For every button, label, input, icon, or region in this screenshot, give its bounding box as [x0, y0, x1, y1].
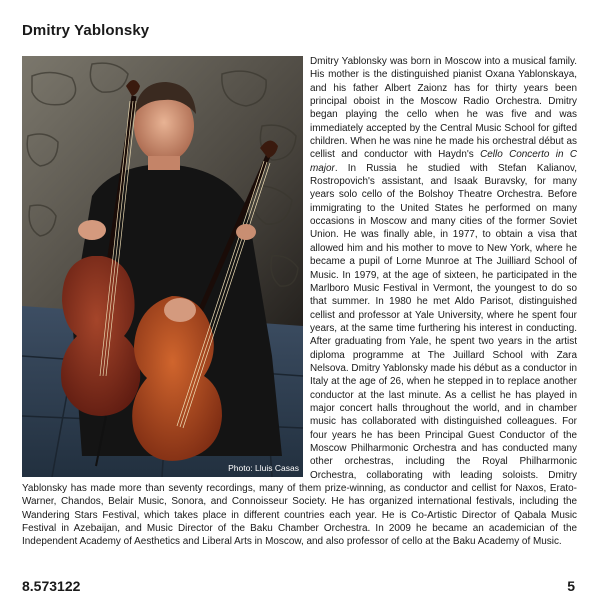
- portrait-illustration: [22, 56, 303, 477]
- catalogue-number: 8.573122: [22, 578, 81, 594]
- left-hand: [78, 220, 106, 240]
- holding-hand: [236, 224, 256, 240]
- right-hand: [164, 298, 196, 322]
- bio-work-title: Cello Concerto in C major: [310, 149, 577, 174]
- bio-part-1: Dmitry Yablonsky was born in Moscow into a musical family. His mother is the distinguished pianist Oxana Yablonskaya, and his father Albert Zaionz has for thirty years been principal oboist in the Moscow Radio Orchestra. Dmitry began playing the cello when he was five and was immediately accepted by the Central Music School for gifted children. When he was nine he made his orchestral début as cellist and conductor with Haydn's: [310, 56, 577, 161]
- photo-credit: Photo: Lluis Casas: [228, 463, 299, 473]
- page-number: 5: [567, 578, 575, 594]
- portrait-photo: [22, 56, 303, 477]
- page-title: Dmitry Yablonsky: [22, 22, 150, 39]
- bio-part-2: . In Russia he studied with Stefan Kalianov, Rostropovich's assistant, and Isaak Buravsky, for many years solo cello of the Bolshoy Theatre Orchestra. Before immigrating to the United States he performed on many occasions in Moscow and many cities of the former Soviet Union. He was finally able, in 1977, to obtain a visa that allowed him and his mother to move to New York, where he became a pupil of Lorne Munroe at The Juilliard School of Music. In 1979, at the age of sixteen, he participated in the Marlboro Music Festival in Vermont, the youngest to do so that summer. In 1980 he met Aldo Parisot, distinguished cellist and professor at Yale University, where he spent four years, at the same time furthering his interest in conducting. After graduating from Yale, he spent two years in the artist diploma programme at The Juillard School with Zara Nelsova. Dmitry Yablonsky made his début as a conductor in Italy at the age of 26, when he stepped in to replace another conductor at the last minute. As a cellist he has played in major concert halls throughout the world, and in chamber music has collaborated with distinguished colleagues. For four years he has been Principal Guest Conductor of the Moscow Philharmonic Orchestra and has conducted many other orchestras, including the Royal Philharmonic Orchestra, collaborating with leading soloists. Dmitry Yablonsky has made more than seventy recordings, many of them prize-winning, as conductor and cellist for Naxos, Erato-Warner, Chandos, Belair Music, Sonora, and Connoisseur Society. He has organized international festivals, including the Wandering Stars Festival, which takes place in different countries each year. He is Co-Artistic Director of Qabala Music Festival in Azebaijan, and Music Director of the Baku Chamber Orchestra. In 2009 he became an academician of the Independent Academy of Aesthetics and Liberal Arts in Moscow, and also professor of cello at the Baku Academy of Music.: [22, 162, 577, 548]
- neck: [148, 156, 180, 170]
